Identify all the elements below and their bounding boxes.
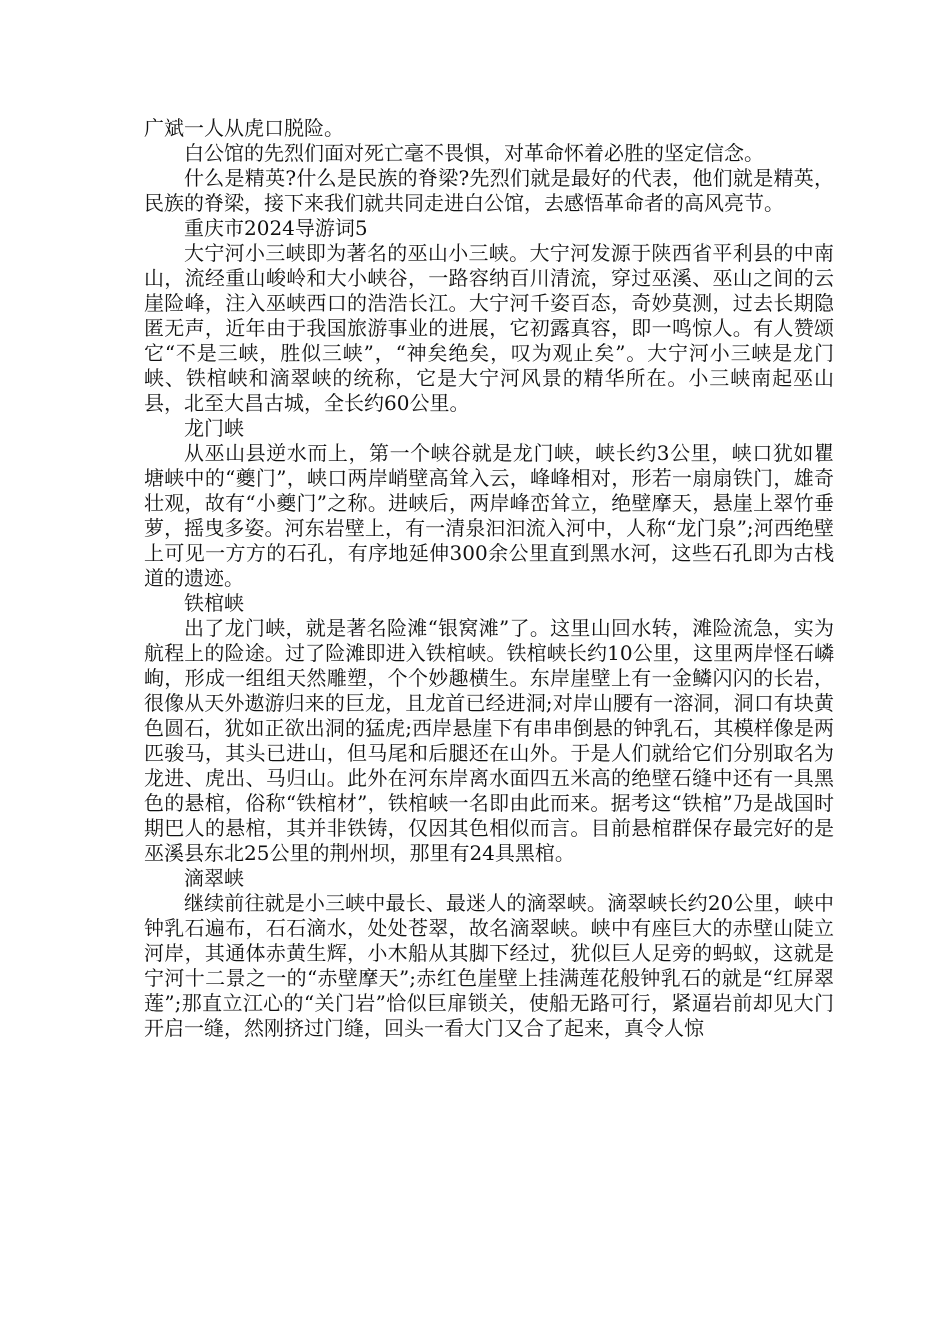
paragraph-tieguan: 出了龙门峡，就是著名险滩“银窝滩”了。这里山回水转，滩险流急，实为航程上的险途。过了险滩即进入铁棺峡。铁棺峡长约10公里，这里两岸怪石嶙峋，形成一组组天然雕塑，个个妙趣横生。东岸崖壁上有一金鳞闪闪的长岩，很像从天外遨游归来的巨龙，且龙首已经进洞;对岸山腰有一溶洞，洞口有块黄色圆石，犹如正欲出洞的猛虎;西岸悬崖下有串串倒悬的钟乳石，其模样像是两匹骏马，其头已进山，但马尾和后腿还在山外。于是人们就给它们分别取名为龙进、虎出、马归山。此外在河东岸离水面四五米高的绝壁石缝中还有一具黑色的悬棺，俗称“铁棺材”，铁棺峡一名即由此而来。据考这“铁棺”乃是战国时期巴人的悬棺，其并非铁铸，仅因其色相似而言。目前悬棺群保存最完好的是巫溪县东北25公里的荆州坝，那里有24具黑棺。 — [144, 616, 834, 865]
paragraph-martyrs: 白公馆的先烈们面对死亡毫不畏惧，对革命怀着必胜的坚定信念。 — [184, 141, 764, 165]
section-heading-longmen: 龙门峡 — [184, 416, 244, 440]
paragraph-daning-river: 大宁河小三峡即为著名的巫山小三峡。大宁河发源于陕西省平利县的中南山，流经重山峻岭和大小峡谷，一路容纳百川清流，穿过巫溪、巫山之间的云崖险峰，注入巫峡西口的浩浩长江。大宁河千姿百态，奇妙莫测，过去长期隐匿无声，近年由于我国旅游事业的进展，它初露真容，即一鸣惊人。有人赞颂它“不是三峡，胜似三峡”，“神矣绝矣，叹为观止矣”。大宁河小三峡是龙门峡、铁棺峡和滴翠峡的统称，它是大宁河风景的精华所在。小三峡南起巫山县，北至大昌古城，全长约60公里。 — [144, 241, 834, 415]
paragraph-elite: 什么是精英?什么是民族的脊梁?先烈们就是最好的代表，他们就是精英，民族的脊梁，接下来我们就共同走进白公馆，去感悟革命者的高风亮节。 — [144, 166, 834, 215]
document-page — [144, 116, 834, 1041]
paragraph-intro-end: 广斌一人从虎口脱险。 — [144, 116, 344, 140]
paragraph-longmen: 从巫山县逆水而上，第一个峡谷就是龙门峡，峡长约3公里，峡口犹如瞿塘峡中的“夔门”，峡口两岸峭壁高耸入云，峰峰相对，形若一扇扇铁门，雄奇壮观，故有“小夔门”之称。进峡后，两岸峰峦耸立，绝壁摩天，悬崖上翠竹垂萝，摇曳多姿。河东岩壁上，有一清泉汩汩流入河中，人称“龙门泉”;河西绝壁上可见一方方的石孔，有序地延伸300余公里直到黑水河，这些石孔即为古栈道的遗迹。 — [144, 441, 834, 590]
section-heading-guide-5: 重庆市2024导游词5 — [184, 216, 368, 240]
paragraph-dicui: 继续前往就是小三峡中最长、最迷人的滴翠峡。滴翠峡长约20公里，峡中钟乳石遍布，石石滴水，处处苍翠，故名滴翠峡。峡中有座巨大的赤壁山陡立河岸，其通体赤黄生辉，小木船从其脚下经过，犹似巨人足旁的蚂蚁，这就是宁河十二景之一的“赤壁摩天”;赤红色崖壁上挂满莲花般钟乳石的就是“红屏翠莲”;那直立江心的“关门岩”恰似巨扉锁关，使船无路可行，紧逼岩前却见大门开启一缝，然刚挤过门缝，回头一看大门又合了起来，真令人惊 — [144, 891, 834, 1040]
section-heading-tieguan: 铁棺峡 — [184, 591, 244, 615]
section-heading-dicui: 滴翠峡 — [184, 866, 244, 890]
